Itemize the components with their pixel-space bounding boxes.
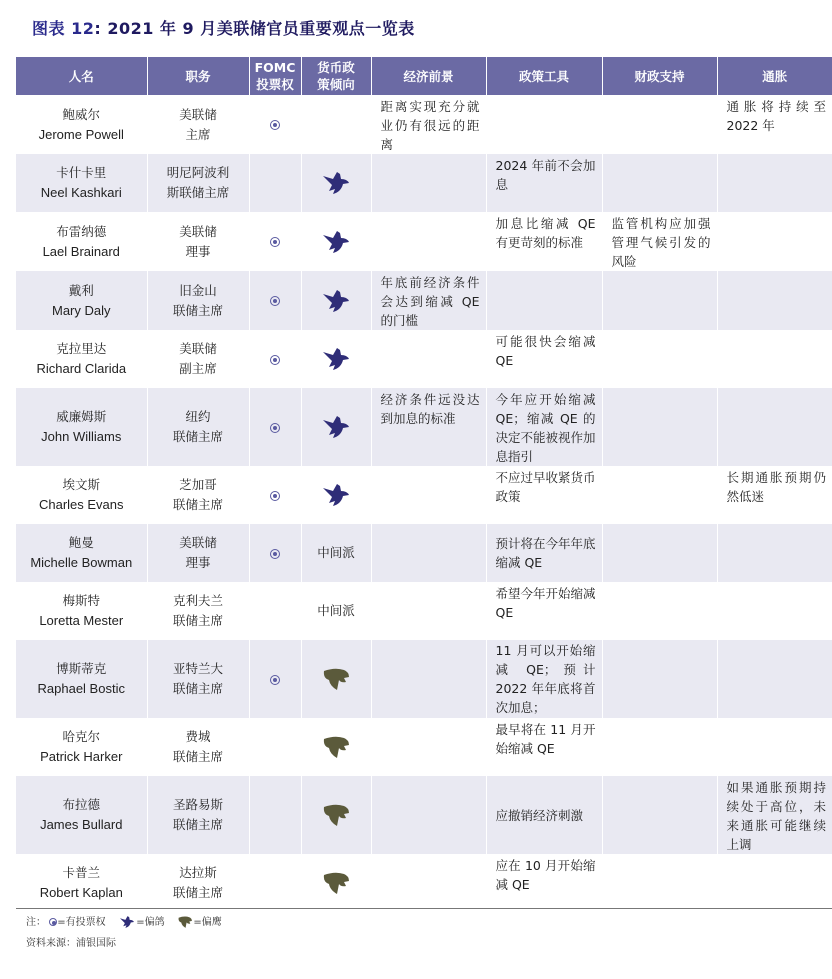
- role-text: 芝加哥: [179, 477, 217, 492]
- official-name-en: Mary Daly: [51, 302, 111, 318]
- dove-icon: [321, 288, 351, 314]
- tools-cell: [486, 95, 602, 154]
- official-name-cell: [16, 582, 147, 640]
- official-name-cell: [16, 95, 147, 154]
- official-name-en: Richard Clarida: [36, 361, 127, 376]
- legend-note: [26, 913, 222, 929]
- role-cell: [147, 854, 249, 912]
- role-text: 斯联储主席: [166, 185, 230, 200]
- column-header-policy-stance: [301, 57, 371, 95]
- economy-cell: [371, 154, 486, 212]
- figure-label: 图表 12: [32, 19, 95, 38]
- column-header-text: FOMC: [254, 60, 296, 75]
- note-prefix: 注：: [26, 917, 46, 928]
- tools-text: 加息比缩减 QE 有更苛刻的标准: [495, 216, 596, 250]
- tools-text: 应撤销经济刺激: [495, 807, 584, 823]
- stance-cell: [301, 95, 371, 154]
- official-name-cell: [16, 271, 147, 330]
- official-name-en: Charles Evans: [38, 497, 124, 512]
- inflation-cell: [717, 271, 832, 330]
- role-text: 费城: [185, 729, 211, 744]
- table-row: [16, 854, 832, 912]
- tools-text: 预计将在今年年底缩减 QE: [495, 536, 596, 570]
- role-text: 联储主席: [172, 885, 223, 900]
- dove-legend: =偏鸽: [136, 917, 165, 928]
- role-text: 联储主席: [172, 681, 223, 696]
- stance-cell: [301, 212, 371, 271]
- official-name-cell: [16, 154, 147, 212]
- official-name-zh: 威廉姆斯: [56, 409, 107, 424]
- official-name-en: Raphael Bostic: [37, 681, 125, 696]
- role-text: 美联储: [179, 341, 217, 356]
- stance-cell: [301, 271, 371, 330]
- inflation-cell: [717, 582, 832, 640]
- stance-cell: [301, 582, 371, 640]
- vote-dot-icon: [270, 423, 280, 433]
- vote-dot-icon: [270, 491, 280, 501]
- column-header-role: [147, 57, 249, 95]
- stance-cell: [301, 466, 371, 524]
- figure-title: : 2021 年 9 月美联储官员重要观点一览表: [94, 19, 415, 38]
- inflation-text: 长期通胀预期仍然低迷: [726, 470, 826, 504]
- fomc-vote-cell: [249, 330, 301, 388]
- stance-cell: [301, 776, 371, 854]
- fiscal-cell: [602, 330, 717, 388]
- inflation-cell: [717, 95, 832, 154]
- column-header-fomc-vote: [249, 57, 301, 95]
- vote-dot-icon: [270, 675, 280, 685]
- role-cell: [147, 330, 249, 388]
- hawk-icon: [321, 870, 351, 896]
- official-name-zh: 博斯蒂克: [56, 661, 107, 676]
- fiscal-cell: [602, 95, 717, 154]
- economy-text: 经济条件远没达到加息的标准: [380, 392, 480, 426]
- source-note: 资料来源：浦银国际: [26, 938, 116, 949]
- official-name-zh: 布雷纳德: [56, 223, 107, 239]
- fomc-vote-cell: [249, 776, 301, 854]
- inflation-cell: [717, 776, 832, 854]
- economy-cell: [371, 776, 486, 854]
- column-header-text: 策倾向: [317, 77, 355, 92]
- role-text: 亚特兰大: [172, 661, 223, 676]
- table-row: [16, 388, 832, 466]
- tools-text: 11 月可以开始缩减 QE；预计 2022 年年底将首次加息；: [495, 643, 596, 715]
- official-name-cell: [16, 776, 147, 854]
- tools-cell: [486, 330, 602, 388]
- column-header-fiscal-support: [602, 57, 717, 95]
- hawk-legend: =偏鹰: [193, 917, 222, 928]
- column-header-text: 经济前景: [403, 68, 454, 84]
- tools-cell: [486, 854, 602, 912]
- inflation-cell: [717, 640, 832, 718]
- official-name-zh: 鲍曼: [68, 535, 94, 550]
- official-name-zh: 克拉里达: [56, 341, 107, 356]
- role-cell: [147, 154, 249, 212]
- fiscal-cell: [602, 271, 717, 330]
- economy-cell: [371, 95, 486, 154]
- column-header-inflation: [717, 57, 832, 95]
- fiscal-cell: [602, 154, 717, 212]
- column-header-text: 人名: [68, 68, 94, 84]
- tools-text: 希望今年开始缩减 QE: [495, 586, 596, 620]
- official-name-cell: [16, 718, 147, 776]
- stance-cell: [301, 524, 371, 582]
- inflation-cell: [717, 212, 832, 271]
- stance-text: 中间派: [317, 545, 355, 560]
- vote-dot-icon: [270, 120, 280, 130]
- role-text: 理事: [185, 555, 211, 570]
- economy-cell: [371, 330, 486, 388]
- dove-icon: [118, 915, 136, 929]
- role-cell: [147, 388, 249, 466]
- role-text: 明尼阿波利: [166, 165, 230, 180]
- role-cell: [147, 95, 249, 154]
- role-text: 联储主席: [172, 497, 223, 512]
- inflation-text: 如果通胀预期持续处于高位，未来通胀可能继续上调: [726, 780, 826, 852]
- tools-cell: [486, 271, 602, 330]
- fiscal-cell: [602, 524, 717, 582]
- economy-cell: [371, 524, 486, 582]
- vote-dot-icon: [49, 918, 57, 926]
- dove-icon: [321, 229, 351, 255]
- tools-text: 可能很快会缩减 QE: [495, 334, 596, 368]
- fiscal-cell: [602, 466, 717, 524]
- column-header-name: [16, 57, 147, 95]
- role-cell: [147, 582, 249, 640]
- hawk-icon: [321, 802, 351, 828]
- fiscal-cell: [602, 212, 717, 271]
- vote-dot-icon: [270, 549, 280, 559]
- officials-table: [16, 57, 832, 912]
- economy-text: 年底前经济条件会达到缩减 QE 的门槛: [380, 275, 480, 328]
- official-name-en: Michelle Bowman: [30, 555, 133, 570]
- official-name-zh: 鲍威尔: [62, 106, 100, 122]
- official-name-en: Loretta Mester: [39, 613, 124, 628]
- official-name-cell: [16, 330, 147, 388]
- fomc-vote-cell: [249, 524, 301, 582]
- role-cell: [147, 466, 249, 524]
- hawk-icon: [177, 915, 193, 929]
- stance-cell: [301, 330, 371, 388]
- role-text: 联储主席: [172, 302, 223, 318]
- economy-cell: [371, 718, 486, 776]
- role-cell: [147, 776, 249, 854]
- column-header-economic-outlook: [371, 57, 486, 95]
- role-text: 联储主席: [172, 429, 223, 444]
- role-text: 联储主席: [172, 749, 223, 764]
- fomc-vote-cell: [249, 95, 301, 154]
- table-header-row: [16, 57, 832, 95]
- column-header-text: 财政支持: [634, 68, 685, 84]
- role-text: 美联储: [179, 106, 217, 122]
- table-row: [16, 776, 832, 854]
- inflation-cell: [717, 524, 832, 582]
- hawk-icon: [321, 734, 351, 760]
- official-name-en: Jerome Powell: [38, 126, 124, 142]
- fomc-vote-cell: [249, 271, 301, 330]
- economy-cell: [371, 388, 486, 466]
- dove-icon: [321, 346, 351, 372]
- stance-cell: [301, 388, 371, 466]
- tools-cell: [486, 212, 602, 271]
- official-name-zh: 梅斯特: [62, 593, 100, 608]
- role-cell: [147, 640, 249, 718]
- economy-cell: [371, 212, 486, 271]
- role-text: 联储主席: [172, 817, 223, 832]
- inflation-cell: [717, 330, 832, 388]
- official-name-zh: 卡普兰: [62, 865, 100, 880]
- table-bottom-rule: [16, 908, 832, 909]
- dove-icon: [321, 482, 351, 508]
- vote-dot-icon: [270, 355, 280, 365]
- role-text: 美联储: [179, 535, 217, 550]
- role-text: 主席: [185, 126, 211, 142]
- fiscal-cell: [602, 718, 717, 776]
- table-row: [16, 330, 832, 388]
- stance-cell: [301, 640, 371, 718]
- fomc-vote-cell: [249, 388, 301, 466]
- official-name-en: Patrick Harker: [40, 749, 123, 764]
- official-name-cell: [16, 388, 147, 466]
- economy-cell: [371, 466, 486, 524]
- role-text: 联储主席: [172, 613, 223, 628]
- official-name-zh: 埃文斯: [62, 477, 100, 492]
- official-name-zh: 布拉德: [62, 797, 100, 812]
- stance-text: 中间派: [317, 603, 355, 618]
- tools-text: 今年应开始缩减 QE；缩减 QE 的决定不能被视作加息指引: [495, 392, 596, 464]
- tools-cell: [486, 776, 602, 854]
- economy-cell: [371, 640, 486, 718]
- official-name-cell: [16, 640, 147, 718]
- tools-cell: [486, 582, 602, 640]
- official-name-cell: [16, 524, 147, 582]
- tools-cell: [486, 524, 602, 582]
- official-name-cell: [16, 854, 147, 912]
- column-header-text: 职务: [185, 68, 211, 84]
- table-row: [16, 95, 832, 154]
- economy-cell: [371, 582, 486, 640]
- role-text: 圣路易斯: [172, 797, 223, 812]
- table-row: [16, 466, 832, 524]
- inflation-cell: [717, 154, 832, 212]
- column-header-policy-tools: [486, 57, 602, 95]
- role-text: 达拉斯: [179, 865, 217, 880]
- inflation-cell: [717, 854, 832, 912]
- official-name-cell: [16, 466, 147, 524]
- vote-dot-icon: [270, 237, 280, 247]
- role-cell: [147, 271, 249, 330]
- fomc-vote-cell: [249, 154, 301, 212]
- tools-cell: [486, 640, 602, 718]
- table-row: [16, 640, 832, 718]
- stance-cell: [301, 718, 371, 776]
- fiscal-cell: [602, 854, 717, 912]
- page-title: [32, 16, 415, 39]
- fiscal-cell: [602, 776, 717, 854]
- official-name-en: Neel Kashkari: [40, 185, 122, 200]
- economy-cell: [371, 271, 486, 330]
- tools-text: 不应过早收紧货币政策: [495, 470, 596, 504]
- official-name-zh: 哈克尔: [62, 729, 100, 744]
- hawk-icon: [321, 666, 351, 692]
- stance-cell: [301, 854, 371, 912]
- role-text: 理事: [185, 243, 211, 259]
- column-header-text: 政策工具: [518, 68, 569, 84]
- role-text: 纽约: [185, 409, 211, 424]
- vote-dot-icon: [270, 296, 280, 306]
- table-row: [16, 271, 832, 330]
- table-row: [16, 524, 832, 582]
- table-row: [16, 582, 832, 640]
- inflation-cell: [717, 466, 832, 524]
- table-row: [16, 212, 832, 271]
- stance-cell: [301, 154, 371, 212]
- official-name-en: John Williams: [41, 429, 122, 444]
- column-header-text: 货币政: [317, 60, 355, 75]
- fomc-vote-cell: [249, 582, 301, 640]
- vote-legend: =有投票权: [57, 917, 106, 928]
- column-header-text: 投票权: [256, 77, 294, 92]
- tools-text: 应在 10 月开始缩减 QE: [495, 858, 596, 892]
- fiscal-cell: [602, 582, 717, 640]
- table-row: [16, 718, 832, 776]
- economy-cell: [371, 854, 486, 912]
- role-text: 美联储: [179, 223, 217, 239]
- role-text: 克利夫兰: [172, 593, 223, 608]
- role-cell: [147, 212, 249, 271]
- official-name-zh: 卡什卡里: [56, 165, 107, 180]
- tools-cell: [486, 154, 602, 212]
- tools-text: 最早将在 11 月开始缩减 QE: [495, 722, 596, 756]
- official-name-en: James Bullard: [40, 817, 123, 832]
- fiscal-cell: [602, 640, 717, 718]
- table-row: [16, 154, 832, 212]
- inflation-text: 通胀将持续至 2022 年: [726, 99, 826, 133]
- tools-cell: [486, 718, 602, 776]
- tools-cell: [486, 466, 602, 524]
- tools-text: 2024 年前不会加息: [495, 158, 596, 192]
- column-header-text: 通胀: [762, 68, 788, 84]
- tools-cell: [486, 388, 602, 466]
- role-text: 副主席: [179, 361, 217, 376]
- dove-icon: [321, 170, 351, 196]
- fomc-vote-cell: [249, 466, 301, 524]
- fomc-vote-cell: [249, 212, 301, 271]
- inflation-cell: [717, 718, 832, 776]
- fiscal-cell: [602, 388, 717, 466]
- official-name-cell: [16, 212, 147, 271]
- economy-text: 距离实现充分就业仍有很远的距离: [380, 99, 480, 152]
- dove-icon: [321, 414, 351, 440]
- role-cell: [147, 524, 249, 582]
- official-name-en: Lael Brainard: [42, 243, 120, 259]
- role-cell: [147, 718, 249, 776]
- fomc-vote-cell: [249, 718, 301, 776]
- role-text: 旧金山: [179, 282, 217, 298]
- inflation-cell: [717, 388, 832, 466]
- official-name-en: Robert Kaplan: [39, 885, 123, 900]
- fiscal-text: 监管机构应加强管理气候引发的风险: [611, 216, 711, 269]
- official-name-zh: 戴利: [68, 282, 94, 298]
- fomc-vote-cell: [249, 854, 301, 912]
- fomc-vote-cell: [249, 640, 301, 718]
